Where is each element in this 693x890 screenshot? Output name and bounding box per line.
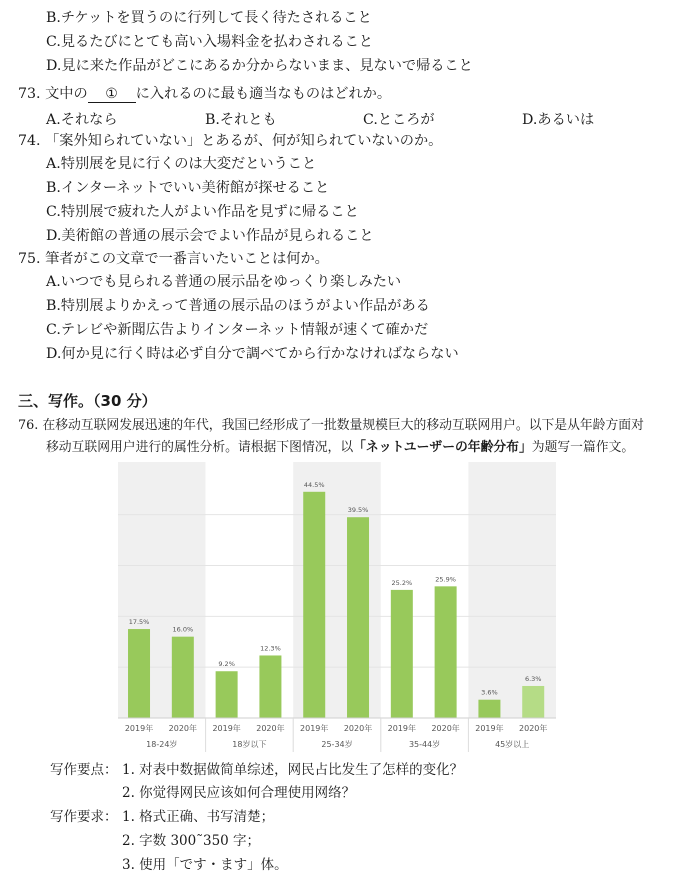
data-label-4-0: 3.6% bbox=[481, 688, 498, 697]
bar-1-1 bbox=[259, 655, 281, 718]
bar-1-0 bbox=[216, 671, 238, 718]
q73-choice-c: C.ところが bbox=[363, 112, 435, 128]
q74-option-c: C.特別展で疲れた人がよい作品を見ずに帰ること bbox=[46, 204, 359, 220]
year-label-2-1: 2020年 bbox=[343, 724, 373, 733]
bar-0-1 bbox=[172, 637, 194, 718]
requirements-label: 写作要求： bbox=[50, 809, 118, 825]
year-label-1-0: 2019年 bbox=[212, 724, 241, 733]
q76-line1: 76. 在移动互联网发展迅速的年代，我国已经形成了一批数量规模巨大的移动互联网用户。以下是从年龄方面对 bbox=[18, 418, 644, 433]
point-1: 1. 对表中数据做简单综述，网民占比发生了怎样的变化？ bbox=[122, 762, 464, 778]
year-label-2-0: 2019年 bbox=[300, 724, 329, 733]
year-label-3-1: 2020年 bbox=[431, 724, 460, 733]
year-label-0-0: 2019年 bbox=[124, 724, 154, 733]
data-label-2-0: 44.5% bbox=[303, 480, 325, 489]
section-title: 三、写作。（30 分） bbox=[18, 392, 157, 410]
data-label-1-1: 12.3% bbox=[260, 644, 281, 653]
q75-option-c: C.テレビや新聞広告よりインターネット情報が速くて確かだ bbox=[46, 322, 429, 338]
bar-2-0 bbox=[303, 492, 325, 718]
q74-stem: 74. 「案外知られていない」とあるが、何が知られていないのか。 bbox=[18, 133, 443, 149]
q73-choice-b: B.それとも bbox=[205, 112, 277, 128]
data-label-4-1: 6.3% bbox=[524, 674, 542, 683]
q75-option-d: D.何か見に行く時は必ず自分で調べてから行かなければならない bbox=[46, 346, 459, 362]
bar-3-1 bbox=[435, 586, 457, 718]
q73-suffix: に入れるのに最も適当なものはどれか。 bbox=[135, 86, 392, 102]
q75-option-a: A.いつでも見られる普通の展示品をゆっくり楽しみたい bbox=[46, 274, 402, 290]
bar-4-0 bbox=[478, 700, 500, 718]
group-label-4: 45岁以上 bbox=[495, 740, 530, 749]
q73-prefix: 73. 文中の bbox=[18, 86, 88, 102]
q74-option-b: B.インターネットでいい美術館が探せること bbox=[46, 180, 330, 196]
bar-3-0 bbox=[391, 590, 413, 718]
data-label-0-1: 16.0% bbox=[172, 625, 194, 634]
essay-title: 「ネットユーザーの年齢分布」 bbox=[353, 440, 532, 455]
group-label-3: 35-44岁 bbox=[408, 740, 441, 749]
q73-choice-a: A.それなら bbox=[46, 112, 118, 128]
points-label: 写作要点： bbox=[50, 762, 118, 778]
year-label-3-0: 2019年 bbox=[387, 724, 417, 733]
q76-line2-suffix: 为题写一篇作文。 bbox=[531, 440, 635, 455]
year-label-1-1: 2020年 bbox=[256, 724, 285, 733]
q72-option-d: D.見に来た作品がどこにあるか分からないまま、見ないで帰ること bbox=[46, 58, 473, 74]
q72-option-b: B.チケットを買うのに行列して長く待たされること bbox=[46, 10, 372, 26]
requirement-2: 2. 字数 300˜350 字； bbox=[122, 833, 261, 849]
age-distribution-chart bbox=[118, 462, 556, 752]
q72-option-c: C.見るたびにとても高い入場料金を払わされること bbox=[46, 34, 373, 50]
q76-line2 bbox=[46, 438, 634, 458]
requirement-1: 1. 格式正确、书写清楚； bbox=[122, 809, 275, 825]
q75-stem: 75. 筆者がこの文章で一番言いたいことは何か。 bbox=[18, 251, 329, 267]
q73-stem bbox=[18, 84, 391, 104]
q73-blank: ① bbox=[88, 86, 136, 103]
group-label-1: 18岁以下 bbox=[232, 740, 267, 749]
data-label-0-0: 17.5% bbox=[128, 618, 150, 627]
data-label-3-1: 25.9% bbox=[435, 575, 456, 584]
bar-0-0 bbox=[128, 629, 150, 718]
point-2: 2. 你觉得网民应该如何合理使用网络？ bbox=[122, 785, 356, 801]
q74-option-a: A.特別展を見に行くのは大変だということ bbox=[46, 156, 317, 172]
q76-line2-prefix: 移动互联网用户进行的属性分析。请根据下图情况，以 bbox=[46, 440, 354, 455]
group-label-0: 18-24岁 bbox=[146, 740, 178, 749]
year-label-0-1: 2020年 bbox=[168, 724, 198, 733]
bar-4-1 bbox=[522, 686, 544, 718]
band-4 bbox=[468, 462, 556, 718]
year-label-4-1: 2020年 bbox=[519, 724, 548, 733]
data-label-2-1: 39.5% bbox=[347, 506, 369, 515]
bar-2-1 bbox=[347, 517, 369, 718]
q75-option-b: B.特別展よりかえって普通の展示品のほうがよい作品がある bbox=[46, 298, 430, 314]
data-label-1-0: 9.2% bbox=[218, 660, 235, 669]
data-label-3-0: 25.2% bbox=[391, 578, 413, 587]
group-label-2: 25-34岁 bbox=[321, 740, 353, 749]
q74-option-d: D.美術館の普通の展示会でよい作品が見られること bbox=[46, 228, 374, 244]
year-label-4-0: 2019年 bbox=[475, 724, 504, 733]
q73-choice-d: D.あるいは bbox=[522, 112, 595, 128]
requirement-3: 3. 使用「です・ます」体。 bbox=[122, 857, 288, 873]
